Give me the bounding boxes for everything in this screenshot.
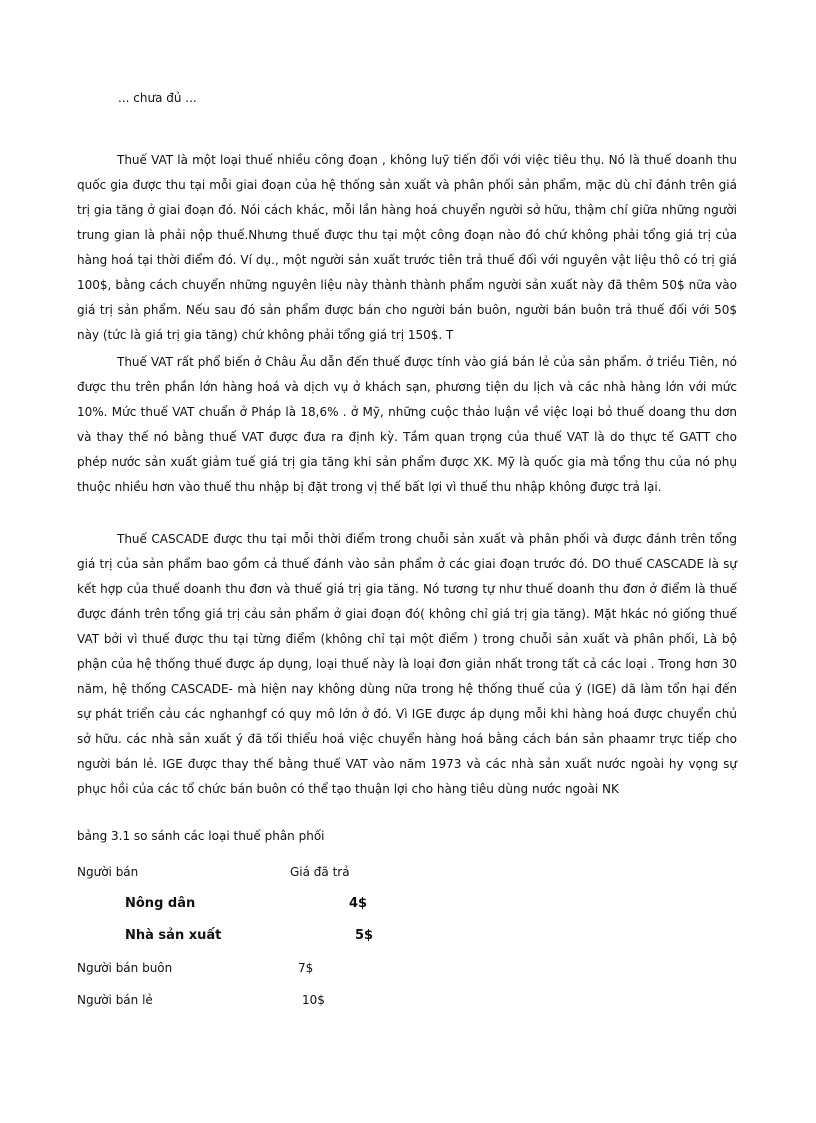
opening-line: ... chưa đủ ... (118, 91, 197, 105)
paragraph-cascade: Thuế CASCADE được thu tại mỗi thời điểm trong chuỗi sản xuất và phân phối và được đánh trên tổng giá trị của sản phẩm bao gồm cả thuế đánh vào sản phẩm ở các giai đoạn trước đó. DO thuế CASCADE là sự kết hợp của thuế doanh thu đơn và thuế giá trị gia tăng. Nó tương tự như thuế doanh thu đơn ở điểm là thuế được đánh trên tổng giá trị cảu sản phẩm ở giai đoạn đó( không chỉ giá trị gia tăng). Mặt hkác nó giống thuế VAT bởi vì thuế được thu tại từng điểm (không chỉ tại một điểm ) trong chuỗi sản xuất và phân phối, Là bộ phận của hệ thống thuế được áp dụng, loại thuế này là loại đơn giản nhất trong tất cả các loại . Trong hơn 30 năm, hệ thống CASCADE- mà hiện nay không dùng nữa trong hệ thống thuế của ý (IGE) dã làm tổn hại đến sự phát triển cảu các nghanhgf có quy mô lớn ở đó. Vì IGE được áp dụng mỗi khi hàng hoá được chuyển chủ sở hữu. các nhà sản xuất ý đã tối thiểu hoá việc chuyển hàng hoá bằng cách bán sản phaamr trực tiếp cho người bán lẻ. IGE được thay thế bằng thuế VAT vào năm 1973 và các nhà sản xuất nước ngoài hy vọng sự phục hồi của các tổ chức bán buôn có thể tạo thuận lợi cho hàng tiêu dùng nước ngoài NK (77, 532, 737, 796)
header-price: Giá đã trả (290, 865, 350, 879)
paragraph-vat-definition: Thuế VAT là một loại thuế nhiều công đoạn , không luỹ tiến đối với việc tiêu thụ. Nó là thuế doanh thu quốc gia được thu tại mỗi giai đoạn của hệ thống sản xuất và phân phối sản phẩm, mặc dù chỉ đánh trên giá trị gia tăng ở giai đoạn đó. Nói cách khác, mỗi lần hàng hoá chuyển người sở hữu, thậm chí giữa những người trung gian là phải nộp thuế.Nhưng thuế được thu tại một công đoạn nào đó chứ không phải tổng giá trị của hàng hoá tại thời điểm đó. Ví dụ., một người sản xuất trước tiên trả thuế đối với nguyên vật liệu thô có trị giá 100$, bằng cách chuyển những nguyên liệu này thành thành phẩm người sản xuất này đã thêm 50$ nữa vào giá trị sản phẩm. Nếu sau đó sản phẩm được bán cho người bán buôn, người bán buôn trả thuế đối với 50$ này (tức là giá trị gia tăng) chứ không phải tổng giá trị 150$. T (77, 153, 737, 342)
row-price: 4$ (349, 896, 368, 911)
header-seller: Người bán (77, 865, 139, 879)
row-seller: Người bán buôn (77, 961, 173, 975)
row-price: 7$ (298, 961, 314, 975)
row-seller: Nhà sản xuất (125, 928, 222, 943)
row-price: 5$ (355, 928, 374, 943)
row-seller: Người bán lẻ (77, 993, 153, 1007)
row-seller: Nông dân (125, 896, 196, 911)
row-price: 10$ (302, 993, 325, 1007)
paragraph-vat-europe: Thuế VAT rất phổ biến ở Châu Âu dẫn đến thuế được tính vào giá bán lẻ của sản phẩm. ở triều Tiên, nó được thu trên phần lớn hàng hoá và dịch vụ ở khách sạn, phương tiện du lịch và các nhà hàng lớn với mức 10%. Mức thuế VAT chuẩn ở Pháp là 18,6% . ở Mỹ, những cuộc thảo luận về việc loại bỏ thuế doang thu dơn và thay thế nó bằng thuế VAT được đưa ra định kỳ. Tầm quan trọng của thuế VAT là do thực tế GATT cho phép nước sản xuất giảm tuế giá trị gia tăng khi sản phẩm được XK. Mỹ là quốc gia mà tổng thu của nó phụ thuộc nhiều hơn vào thuế thu nhập bị đặt trong vị thế bất lợi vì thuế thu nhập không được trả lại. (77, 355, 737, 494)
table-caption: bảng 3.1 so sánh các loại thuế phân phối (77, 829, 325, 843)
